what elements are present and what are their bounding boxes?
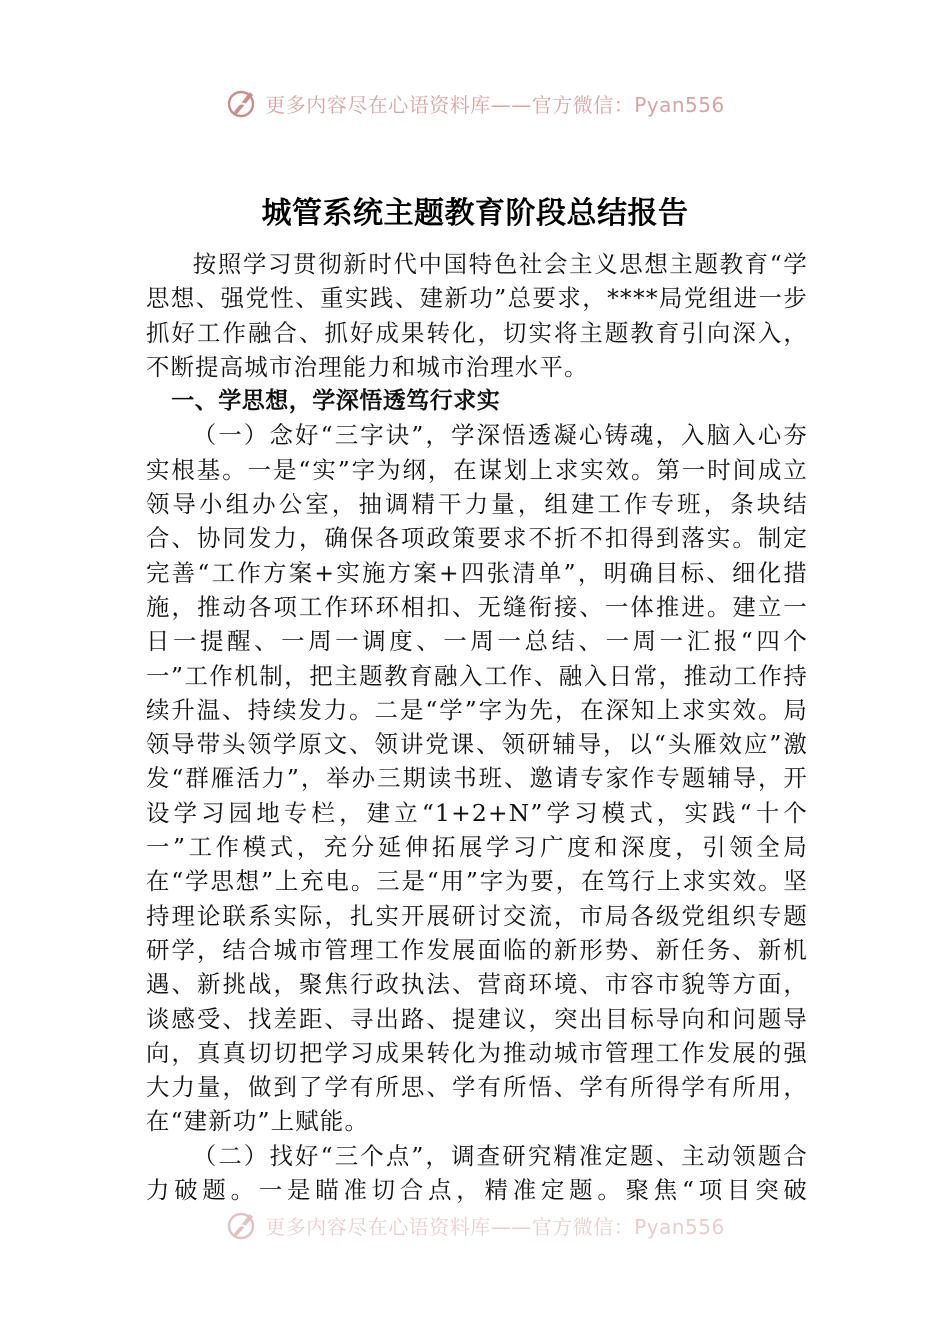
watermark-header <box>0 83 950 123</box>
watermark-text: 更多内容尽在心语资料库——官方微信：Pyan556 <box>265 1214 725 1239</box>
body-paragraph: （一）念好“三字诀”，学深悟透凝心铸魂，入脑入心夯实根基。一是“实”字为纲，在谋划上求实效。第一时间成立领导小组办公室，抽调精干力量，组建工作专班，条块结合、协同发力，确保各项政策要求不折不扣得到落实。制定完善“工作方案+实施方案+四张清单”，明确目标、细化措施，推动各项工作环环相扣、无缝衔接、一体推进。建立一日一提醒、一周一调度、一周一总结、一周一汇报“四个一”工作机制，把主题教育融入工作、融入日常，推动工作持续升温、持续发力。二是“学”字为先，在深知上求实效。局领导带头领学原文、领讲党课、领研辅导，以“头雁效应”激发“群雁活力”，举办三期读书班、邀请专家作专题辅导，开设学习园地专栏，建立“1+2+N”学习模式，实践“十个一”工作模式，充分延伸拓展学习广度和深度，引领全局在“学思想”上充电。三是“用”字为要，在笃行上求实效。坚持理论联系实际，扎实开展研讨交流，市局各级党组织专题研学，结合城市管理工作发展面临的新形势、新任务、新机遇、新挑战，聚焦行政执法、营商环境、市容市貌等方面，谈感受、找差距、寻出路、提建议，突出目标导向和问题导向，真真切切把学习成果转化为推动城市管理工作发展的强大力量，做到了学有所思、学有所悟、学有所得学有所用，在“建新功”上赋能。 <box>146 421 808 1136</box>
body-paragraph-continued: （二）找好“三个点”，调查研究精准定题、主动领题合力破题。一是瞄准切合点，精准定题。聚焦“项目突破 <box>146 1141 808 1205</box>
document-body <box>146 247 808 1207</box>
watermark-footer <box>0 1205 950 1245</box>
pen-logo-icon <box>225 86 259 120</box>
document-title: 城管系统主题教育阶段总结报告 <box>261 196 689 231</box>
pen-logo-icon <box>225 1208 259 1242</box>
section-heading: 一、学思想，学深悟透笃行求实 <box>171 388 501 415</box>
watermark-text: 更多内容尽在心语资料库——官方微信：Pyan556 <box>265 92 725 117</box>
intro-paragraph: 按照学习贯彻新时代中国特色社会主义思想主题教育“学思想、强党性、重实践、建新功”总要求，****局党组进一步抓好工作融合、抓好成果转化，切实将主题教育引向深入，不断提高城市治理能力和城市治理水平。 <box>146 250 808 381</box>
